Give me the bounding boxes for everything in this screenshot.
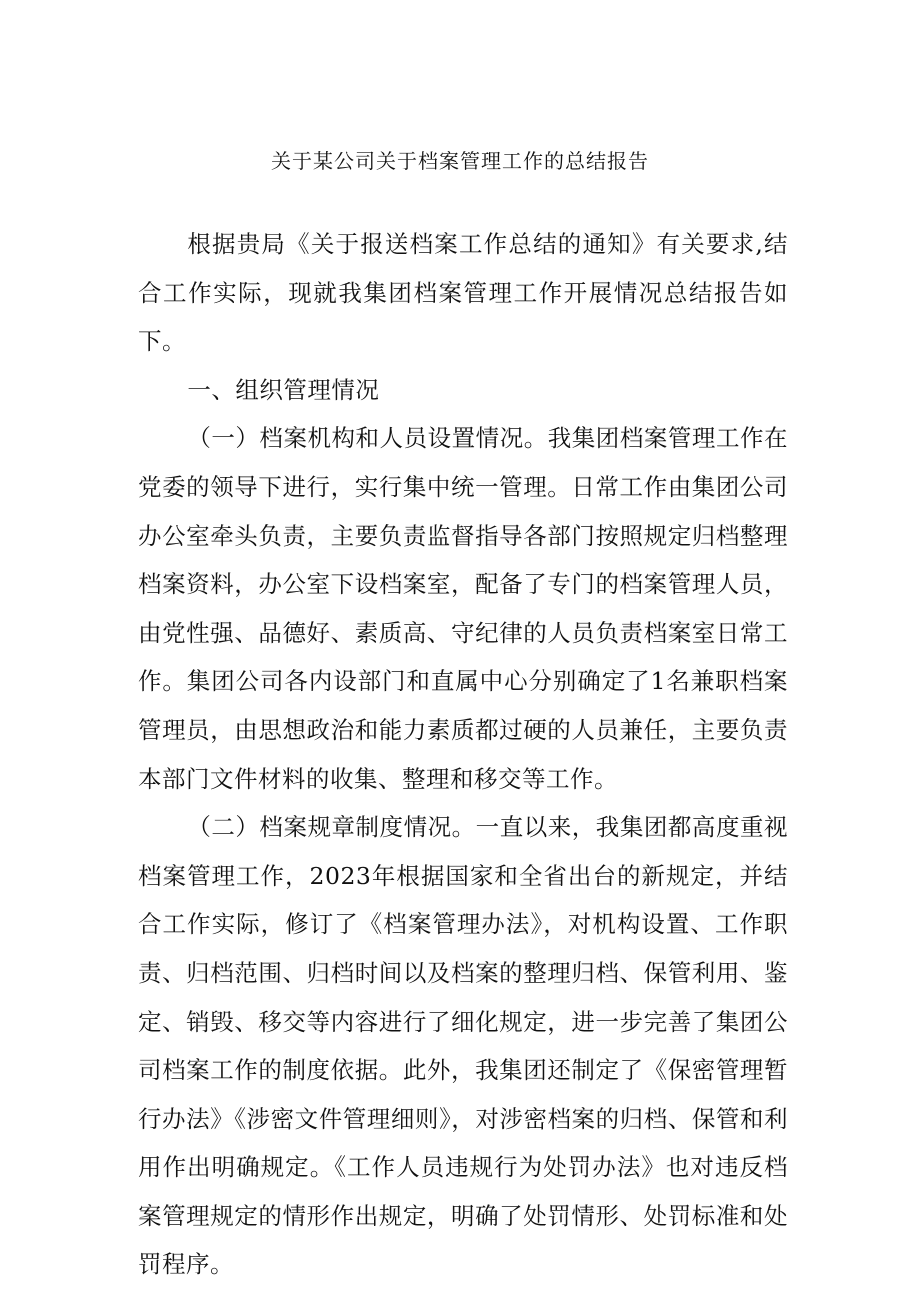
document-title: 关于某公司关于档案管理工作的总结报告: [271, 149, 649, 173]
intro-paragraph: 根据贵局《关于报送档案工作总结的通知》有关要求,结合工作实际，现就我集团档案管理工作开展情况总结报告如下。: [138, 230, 788, 356]
paragraph-archive-regulations: （二）档案规章制度情况。一直以来，我集团都高度重视档案管理工作，2023年根据国家和全省出台的新规定，并结合工作实际，修订了《档案管理办法》，对机构设置、工作职责、归档范围、归档时间以及档案的整理归档、保管利用、鉴定、销毁、移交等内容进行了细化规定，进一步完善了集团公司档案工作的制度依据。此外，我集团还制定了《保密管理暂行办法》《涉密文件管理细则》，对涉密档案的归档、保管和利用作出明确规定。《工作人员违规行为处罚办法》也对违反档案管理规定的情形作出规定，明确了处罚情形、处罚标准和处罚程序。: [138, 813, 788, 1279]
document-body: [138, 220, 788, 1289]
section-heading-organization: 一、组织管理情况: [187, 375, 380, 404]
paragraph-archive-organization: （一）档案机构和人员设置情况。我集团档案管理工作在党委的领导下进行，实行集中统一管理。日常工作由集团公司办公室牵头负责，主要负责监督指导各部门按照规定归档整理档案资料，办公室下设档案室，配备了专门的档案管理人员，由党性强、品德好、素质高、守纪律的人员负责档案室日常工作。集团公司各内设部门和直属中心分别确定了1名兼职档案管理员，由思想政治和能力素质都过硬的人员兼任，主要负责本部门文件材料的收集、整理和移交等工作。: [138, 424, 788, 793]
